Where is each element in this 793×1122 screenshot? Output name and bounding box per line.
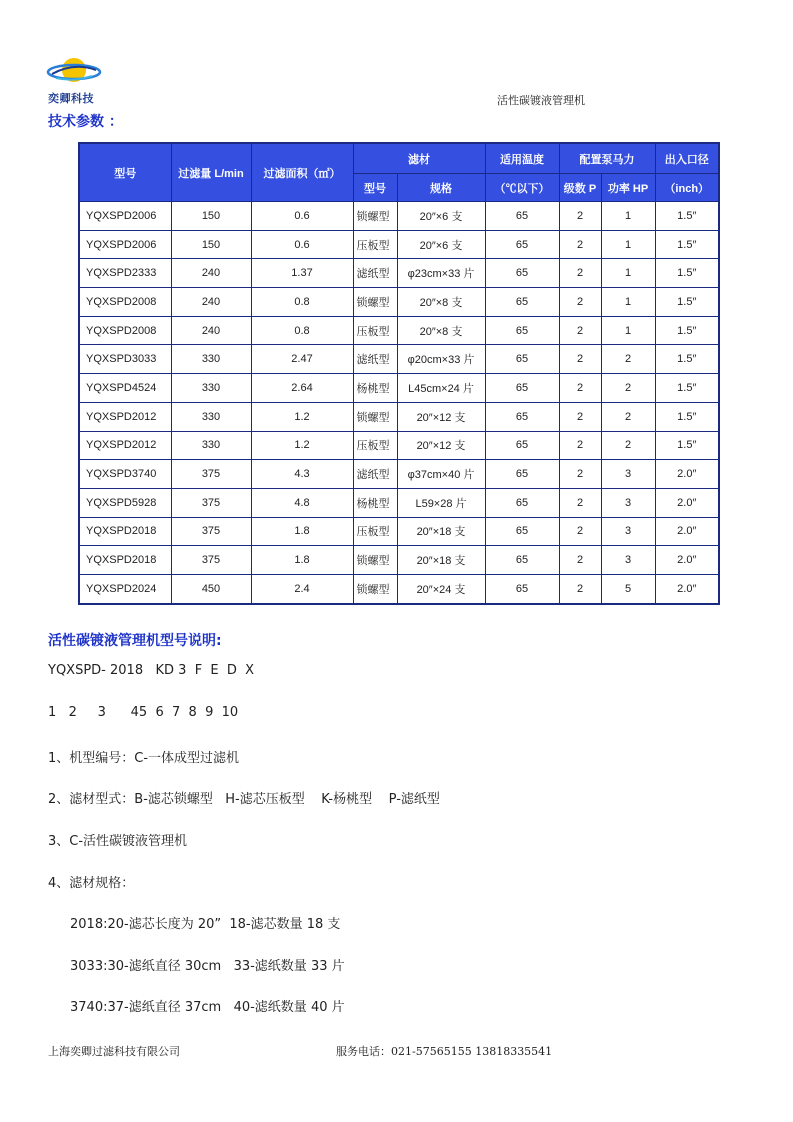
table-row [79, 316, 719, 345]
header-pump-power: 功率 HP [601, 174, 655, 202]
header-temp-2: （℃以下） [485, 174, 559, 202]
cell-flow: 150 [171, 230, 251, 259]
cell-area: 0.6 [251, 230, 353, 259]
header-media: 滤材 [353, 143, 485, 174]
cell-model: YQXSPD2006 [79, 202, 171, 231]
cell-outlet: 1.5″ [655, 259, 719, 288]
cell-filter-spec: 20″×18 支 [397, 546, 485, 575]
cell-model: YQXSPD5928 [79, 488, 171, 517]
header-pump-stage: 级数 P [559, 174, 601, 202]
cell-area: 4.3 [251, 460, 353, 489]
cell-filter-type: 压板型 [353, 230, 397, 259]
cell-pump-power: 3 [601, 460, 655, 489]
cell-area: 0.8 [251, 288, 353, 317]
cell-pump-power: 2 [601, 345, 655, 374]
cell-area: 0.8 [251, 316, 353, 345]
cell-area: 2.4 [251, 574, 353, 603]
cell-pump-stage: 2 [559, 316, 601, 345]
cell-flow: 330 [171, 431, 251, 460]
cell-filter-type: 杨桃型 [353, 488, 397, 517]
cell-model: YQXSPD3740 [79, 460, 171, 489]
cell-temp: 65 [485, 202, 559, 231]
cell-filter-spec: L59×28 片 [397, 488, 485, 517]
cell-area: 0.6 [251, 202, 353, 231]
table-row [79, 288, 719, 317]
header-media-spec: 规格 [397, 174, 485, 202]
cell-filter-spec: 20″×12 支 [397, 402, 485, 431]
cell-temp: 65 [485, 374, 559, 403]
spec-example-1: 2018:20-滤芯长度为 20” 18-滤芯数量 18 支 [70, 917, 341, 932]
header-model: 型号 [79, 143, 171, 202]
cell-filter-spec: φ20cm×33 片 [397, 345, 485, 374]
tech-params-title: 技术参数 ： [48, 114, 123, 130]
cell-pump-stage: 2 [559, 202, 601, 231]
table-row [79, 460, 719, 489]
cell-outlet: 1.5″ [655, 202, 719, 231]
cell-temp: 65 [485, 546, 559, 575]
cell-area: 4.8 [251, 488, 353, 517]
cell-flow: 450 [171, 574, 251, 603]
cell-area: 1.8 [251, 546, 353, 575]
cell-pump-stage: 2 [559, 230, 601, 259]
cell-temp: 65 [485, 345, 559, 374]
cell-flow: 330 [171, 402, 251, 431]
logo-text: 奕卿科技 [48, 92, 94, 105]
cell-pump-power: 5 [601, 574, 655, 603]
cell-pump-stage: 2 [559, 488, 601, 517]
cell-temp: 65 [485, 431, 559, 460]
table-row [79, 488, 719, 517]
cell-outlet: 2.0″ [655, 460, 719, 489]
header-temp-1: 适用温度 [485, 143, 559, 174]
cell-model: YQXSPD2024 [79, 574, 171, 603]
table-row [79, 230, 719, 259]
cell-filter-spec: 20″×8 支 [397, 288, 485, 317]
model-index-line: 1 2 3 45 6 7 8 9 10 [48, 705, 239, 720]
table-row [79, 431, 719, 460]
header-pump: 配置泵马力 [559, 143, 655, 174]
cell-model: YQXSPD2012 [79, 431, 171, 460]
cell-outlet: 1.5″ [655, 316, 719, 345]
cell-filter-spec: φ23cm×33 片 [397, 259, 485, 288]
table-row [79, 374, 719, 403]
footer-company: 上海奕卿过滤科技有限公司 [48, 1045, 180, 1058]
header-flow: 过滤量 L/min [171, 143, 251, 202]
cell-model: YQXSPD2018 [79, 517, 171, 546]
cell-temp: 65 [485, 460, 559, 489]
cell-filter-spec: 20″×6 支 [397, 202, 485, 231]
cell-model: YQXSPD2333 [79, 259, 171, 288]
cell-temp: 65 [485, 288, 559, 317]
cell-filter-spec: 20″×24 支 [397, 574, 485, 603]
cell-pump-power: 1 [601, 259, 655, 288]
cell-pump-power: 2 [601, 374, 655, 403]
spec-example-3: 3740:37-滤纸直径 37cm 40-滤纸数量 40 片 [70, 1000, 345, 1015]
cell-area: 2.47 [251, 345, 353, 374]
header-outlet-2: （inch） [655, 174, 719, 202]
cell-pump-power: 1 [601, 288, 655, 317]
cell-filter-type: 锁螺型 [353, 546, 397, 575]
cell-temp: 65 [485, 402, 559, 431]
explanation-item-2: 2、滤材型式：B-滤芯锁螺型 H-滤芯压板型 K-杨桃型 P-滤纸型 [48, 792, 440, 807]
header-outlet-1: 出入口径 [655, 143, 719, 174]
cell-pump-power: 2 [601, 431, 655, 460]
cell-filter-type: 压板型 [353, 517, 397, 546]
cell-flow: 150 [171, 202, 251, 231]
cell-model: YQXSPD2006 [79, 230, 171, 259]
cell-model: YQXSPD2008 [79, 288, 171, 317]
cell-outlet: 2.0″ [655, 546, 719, 575]
spec-example-2: 3033:30-滤纸直径 30cm 33-滤纸数量 33 片 [70, 959, 345, 974]
cell-pump-stage: 2 [559, 431, 601, 460]
cell-flow: 240 [171, 316, 251, 345]
cell-model: YQXSPD3033 [79, 345, 171, 374]
cell-pump-stage: 2 [559, 345, 601, 374]
table-row [79, 259, 719, 288]
cell-model: YQXSPD2008 [79, 316, 171, 345]
spec-table [78, 142, 720, 605]
cell-pump-power: 3 [601, 488, 655, 517]
table-row [79, 202, 719, 231]
model-explanation-title: 活性碳镀液管理机型号说明: [48, 633, 222, 649]
cell-filter-type: 杨桃型 [353, 374, 397, 403]
cell-outlet: 2.0″ [655, 574, 719, 603]
cell-outlet: 1.5″ [655, 431, 719, 460]
cell-temp: 65 [485, 316, 559, 345]
cell-area: 1.2 [251, 402, 353, 431]
cell-temp: 65 [485, 230, 559, 259]
cell-filter-type: 锁螺型 [353, 402, 397, 431]
cell-flow: 330 [171, 345, 251, 374]
cell-pump-stage: 2 [559, 517, 601, 546]
cell-temp: 65 [485, 574, 559, 603]
cell-flow: 240 [171, 259, 251, 288]
cell-temp: 65 [485, 517, 559, 546]
cell-model: YQXSPD4524 [79, 374, 171, 403]
cell-outlet: 2.0″ [655, 517, 719, 546]
cell-filter-type: 压板型 [353, 316, 397, 345]
cell-outlet: 1.5″ [655, 402, 719, 431]
cell-pump-stage: 2 [559, 460, 601, 489]
cell-outlet: 1.5″ [655, 230, 719, 259]
model-code-line: YQXSPD- 2018 KD 3 F E D X [48, 663, 255, 678]
cell-filter-spec: 20″×8 支 [397, 316, 485, 345]
cell-flow: 375 [171, 460, 251, 489]
cell-model: YQXSPD2018 [79, 546, 171, 575]
cell-filter-type: 滤纸型 [353, 460, 397, 489]
cell-filter-type: 锁螺型 [353, 202, 397, 231]
cell-filter-type: 锁螺型 [353, 574, 397, 603]
header-area: 过滤面积（㎡） [251, 143, 353, 202]
cell-filter-spec: 20″×12 支 [397, 431, 485, 460]
cell-flow: 375 [171, 546, 251, 575]
cell-filter-type: 压板型 [353, 431, 397, 460]
cell-flow: 240 [171, 288, 251, 317]
cell-outlet: 1.5″ [655, 374, 719, 403]
cell-pump-stage: 2 [559, 288, 601, 317]
table-row [79, 517, 719, 546]
cell-outlet: 1.5″ [655, 345, 719, 374]
cell-area: 2.64 [251, 374, 353, 403]
explanation-item-4: 4、滤材规格： [48, 876, 135, 891]
document-header-title: 活性碳镀液管理机 [497, 94, 585, 107]
explanation-item-1: 1、机型编号：C-一体成型过滤机 [48, 751, 240, 766]
cell-pump-power: 2 [601, 402, 655, 431]
table-row [79, 546, 719, 575]
cell-flow: 375 [171, 517, 251, 546]
cell-filter-type: 滤纸型 [353, 259, 397, 288]
cell-pump-stage: 2 [559, 574, 601, 603]
cell-pump-power: 3 [601, 546, 655, 575]
header-media-type: 型号 [353, 174, 397, 202]
cell-filter-spec: φ37cm×40 片 [397, 460, 485, 489]
cell-filter-type: 滤纸型 [353, 345, 397, 374]
cell-flow: 330 [171, 374, 251, 403]
explanation-item-3: 3、C-活性碳镀液管理机 [48, 834, 188, 849]
cell-pump-power: 3 [601, 517, 655, 546]
spec-table-body [79, 202, 719, 604]
cell-pump-stage: 2 [559, 402, 601, 431]
cell-area: 1.37 [251, 259, 353, 288]
cell-temp: 65 [485, 259, 559, 288]
cell-filter-type: 锁螺型 [353, 288, 397, 317]
cell-area: 1.8 [251, 517, 353, 546]
cell-flow: 375 [171, 488, 251, 517]
cell-model: YQXSPD2012 [79, 402, 171, 431]
cell-temp: 65 [485, 488, 559, 517]
table-row [79, 402, 719, 431]
table-row [79, 574, 719, 603]
cell-pump-stage: 2 [559, 546, 601, 575]
cell-area: 1.2 [251, 431, 353, 460]
cell-filter-spec: 20″×18 支 [397, 517, 485, 546]
cell-outlet: 1.5″ [655, 288, 719, 317]
cell-pump-stage: 2 [559, 259, 601, 288]
cell-pump-power: 1 [601, 202, 655, 231]
cell-pump-power: 1 [601, 316, 655, 345]
cell-filter-spec: 20″×6 支 [397, 230, 485, 259]
table-row [79, 345, 719, 374]
cell-pump-stage: 2 [559, 374, 601, 403]
cell-filter-spec: L45cm×24 片 [397, 374, 485, 403]
cell-outlet: 2.0″ [655, 488, 719, 517]
footer-contact: 服务电话：021-57565155 13818335541 [336, 1045, 553, 1058]
cell-pump-power: 1 [601, 230, 655, 259]
